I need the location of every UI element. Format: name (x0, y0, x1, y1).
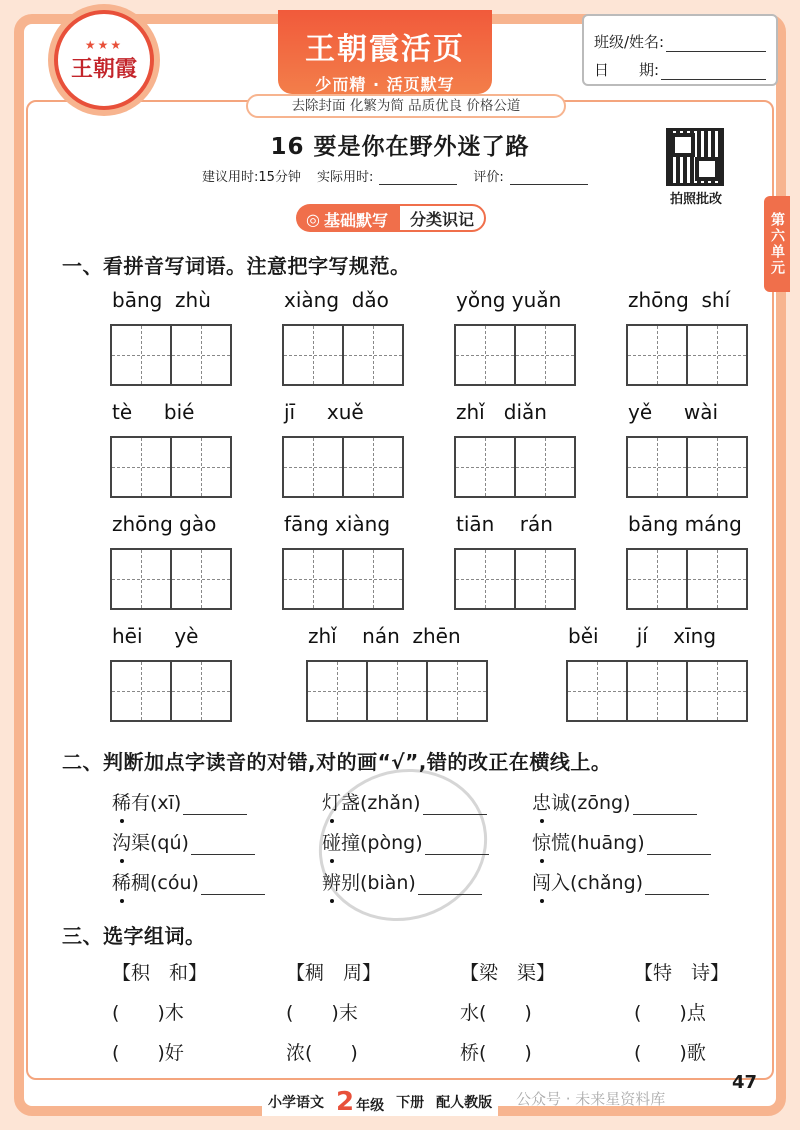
judge-item (532, 788, 746, 815)
judge-item (322, 788, 532, 815)
page-number: 47 (732, 1072, 758, 1093)
lesson-title: 16 要是你在野外迷了路 (270, 134, 530, 160)
writing-cell[interactable] (514, 548, 576, 610)
pill-classify: 分类识记 (398, 204, 486, 232)
answer-line[interactable] (201, 875, 265, 895)
writing-cell[interactable] (454, 436, 516, 498)
pinyin-label: xiàng dǎo (284, 288, 389, 312)
emphasis-dot (120, 899, 124, 903)
emphasis-dot (120, 859, 124, 863)
date-label: 日 期: (594, 61, 660, 79)
choice-options: 【积 和】 (112, 962, 208, 984)
answer-line[interactable] (183, 795, 247, 815)
pinyin-label: fāng xiàng (284, 512, 391, 536)
section2-heading: 二、判断加点字读音的对错,对的画“√”,错的改正在横线上。 (62, 750, 612, 774)
qr-label: 拍照批改 (669, 192, 722, 207)
fill-blank[interactable]: 桥( ) (460, 1042, 532, 1064)
rating-field[interactable] (510, 171, 588, 185)
writing-cell[interactable] (454, 324, 516, 386)
writing-boxes (282, 548, 404, 610)
writing-cell[interactable] (282, 324, 344, 386)
writing-cell[interactable] (566, 660, 628, 722)
name-date-box (582, 14, 778, 86)
judge-row (112, 828, 746, 855)
writing-cell[interactable] (686, 660, 748, 722)
writing-boxes (566, 660, 748, 722)
footer-term: 下册 (396, 1095, 425, 1111)
watermark-text: 公众号 · 未来星资料库 (516, 1090, 666, 1108)
footer-grade-number: 2 (336, 1087, 355, 1117)
footer (262, 1088, 498, 1116)
writing-cell[interactable] (110, 660, 172, 722)
pinyin-label: zhǐ nán zhēn (308, 624, 461, 648)
pinyin-label: zhōng gào (112, 512, 217, 536)
answer-line[interactable] (191, 835, 255, 855)
footer-subject: 小学语文 (268, 1095, 324, 1111)
judge-item (322, 828, 532, 855)
judge-item (532, 828, 746, 855)
judge-item (112, 788, 322, 815)
writing-cell[interactable] (170, 548, 232, 610)
pinyin-label: bāng máng (628, 512, 742, 536)
star-icon: ★★★ (84, 37, 124, 52)
writing-cell[interactable] (626, 548, 688, 610)
choice-row (112, 1038, 800, 1065)
judge-text: 碰撞(pòng) (322, 832, 423, 854)
pinyin-label: zhǐ diǎn (456, 400, 547, 424)
actual-time-label: 实际用时: (316, 170, 374, 185)
class-name-field[interactable] (666, 34, 766, 52)
answer-line[interactable] (425, 835, 489, 855)
fill-blank[interactable]: ( )末 (286, 1002, 358, 1024)
timing-row (202, 166, 588, 185)
writing-cell[interactable] (366, 660, 428, 722)
brand-logo (54, 10, 154, 110)
section-pill (296, 204, 486, 232)
writing-boxes (454, 436, 576, 498)
fill-blank[interactable]: 浓( ) (286, 1042, 358, 1064)
writing-boxes (454, 324, 576, 386)
suggested-time: 建议用时:15分钟 (202, 170, 301, 185)
writing-cell[interactable] (514, 324, 576, 386)
writing-boxes (626, 324, 748, 386)
choice-row (112, 998, 800, 1025)
judge-row (112, 868, 746, 895)
writing-boxes (110, 324, 232, 386)
fill-blank[interactable]: ( )木 (112, 1002, 184, 1024)
pinyin-label: běi jí xīng (568, 624, 717, 648)
pill-basic-label: 基础默写 (323, 210, 388, 230)
writing-cell[interactable] (514, 436, 576, 498)
writing-cell[interactable] (170, 436, 232, 498)
choice-row (112, 958, 800, 985)
judge-item (532, 868, 746, 895)
writing-cell[interactable] (686, 548, 748, 610)
judge-item (112, 828, 322, 855)
writing-cell[interactable] (110, 548, 172, 610)
fill-blank[interactable]: ( )点 (634, 1002, 706, 1024)
writing-cell[interactable] (110, 436, 172, 498)
writing-boxes (626, 436, 748, 498)
footer-edition: 配人教版 (436, 1095, 493, 1111)
writing-cell[interactable] (282, 548, 344, 610)
writing-boxes (282, 324, 404, 386)
writing-cell[interactable] (170, 660, 232, 722)
judge-text: 沟渠(qú) (112, 832, 189, 854)
answer-line[interactable] (647, 835, 711, 855)
emphasis-dot (540, 859, 544, 863)
writing-boxes (626, 548, 748, 610)
class-name-label: 班级/姓名: (594, 33, 665, 51)
judge-item (112, 868, 322, 895)
writing-cell[interactable] (686, 436, 748, 498)
fill-blank[interactable]: ( )好 (112, 1042, 184, 1064)
writing-cell[interactable] (170, 324, 232, 386)
header-banner (278, 10, 492, 94)
writing-cell[interactable] (282, 436, 344, 498)
writing-cell[interactable] (342, 324, 404, 386)
bell-icon: ◎ (306, 209, 320, 229)
section3-heading: 三、选字组词。 (62, 924, 206, 948)
pinyin-label: zhōng shí (628, 288, 731, 312)
emphasis-dot (540, 819, 544, 823)
answer-line[interactable] (418, 875, 482, 895)
section1-heading: 一、看拼音写词语。注意把字写规范。 (62, 254, 411, 278)
judge-item (322, 868, 532, 895)
writing-cell[interactable] (686, 324, 748, 386)
slogan: 去除封面 化繁为简 品质优良 价格公道 (246, 94, 566, 118)
footer-grade: 年级 (356, 1098, 385, 1114)
writing-cell[interactable] (426, 660, 488, 722)
judge-text: 稀有(xī) (112, 792, 182, 814)
rating-label: 评价: (473, 170, 504, 185)
fill-blank[interactable]: 水( ) (460, 1002, 532, 1024)
writing-boxes (110, 436, 232, 498)
choice-options: 【稠 周】 (286, 962, 382, 984)
fill-blank[interactable]: ( )歌 (634, 1042, 706, 1064)
pinyin-label: tè bié (112, 400, 195, 424)
choice-options: 【梁 渠】 (460, 962, 556, 984)
unit-tab: 第六单元 (764, 196, 790, 292)
writing-cell[interactable] (342, 548, 404, 610)
emphasis-dot (330, 899, 334, 903)
pinyin-label: yě wài (628, 400, 719, 424)
judge-text: 辨别(biàn) (322, 872, 416, 894)
judge-text: 稀稠(cóu) (112, 872, 199, 894)
writing-cell[interactable] (626, 660, 688, 722)
judge-text: 惊慌(huāng) (532, 832, 645, 854)
judge-row (112, 788, 746, 815)
emphasis-dot (330, 859, 334, 863)
answer-line[interactable] (423, 795, 487, 815)
date-field[interactable] (661, 62, 766, 80)
pinyin-label: bāng zhù (112, 288, 211, 312)
logo-text: 王朝霞 (70, 55, 137, 82)
qr-code-icon[interactable] (666, 128, 724, 186)
judge-text: 闯入(chǎng) (532, 872, 644, 894)
emphasis-dot (120, 819, 124, 823)
emphasis-dot (330, 819, 334, 823)
answer-line[interactable] (645, 875, 709, 895)
banner-title: 王朝霞活页 (305, 32, 465, 67)
answer-line[interactable] (633, 795, 697, 815)
writing-cell[interactable] (626, 324, 688, 386)
writing-boxes (306, 660, 488, 722)
judge-text: 灯盏(zhǎn) (322, 792, 421, 814)
choice-options: 【特 诗】 (634, 962, 730, 984)
pinyin-label: jī xuě (284, 400, 364, 424)
emphasis-dot (540, 899, 544, 903)
banner-subtitle: 少而精 · 活页默写 (315, 75, 455, 94)
judge-text: 忠诚(zōng) (532, 792, 631, 814)
writing-cell[interactable] (626, 436, 688, 498)
writing-cell[interactable] (454, 548, 516, 610)
writing-boxes (110, 660, 232, 722)
writing-boxes (454, 548, 576, 610)
writing-cell[interactable] (110, 324, 172, 386)
pinyin-label: yǒng yuǎn (456, 288, 562, 312)
writing-boxes (110, 548, 232, 610)
pinyin-label: tiān rán (456, 512, 553, 536)
writing-boxes (282, 436, 404, 498)
writing-cell[interactable] (306, 660, 368, 722)
actual-time-field[interactable] (379, 171, 457, 185)
writing-cell[interactable] (342, 436, 404, 498)
pinyin-label: hēi yè (112, 624, 199, 648)
pill-basic (296, 204, 398, 232)
